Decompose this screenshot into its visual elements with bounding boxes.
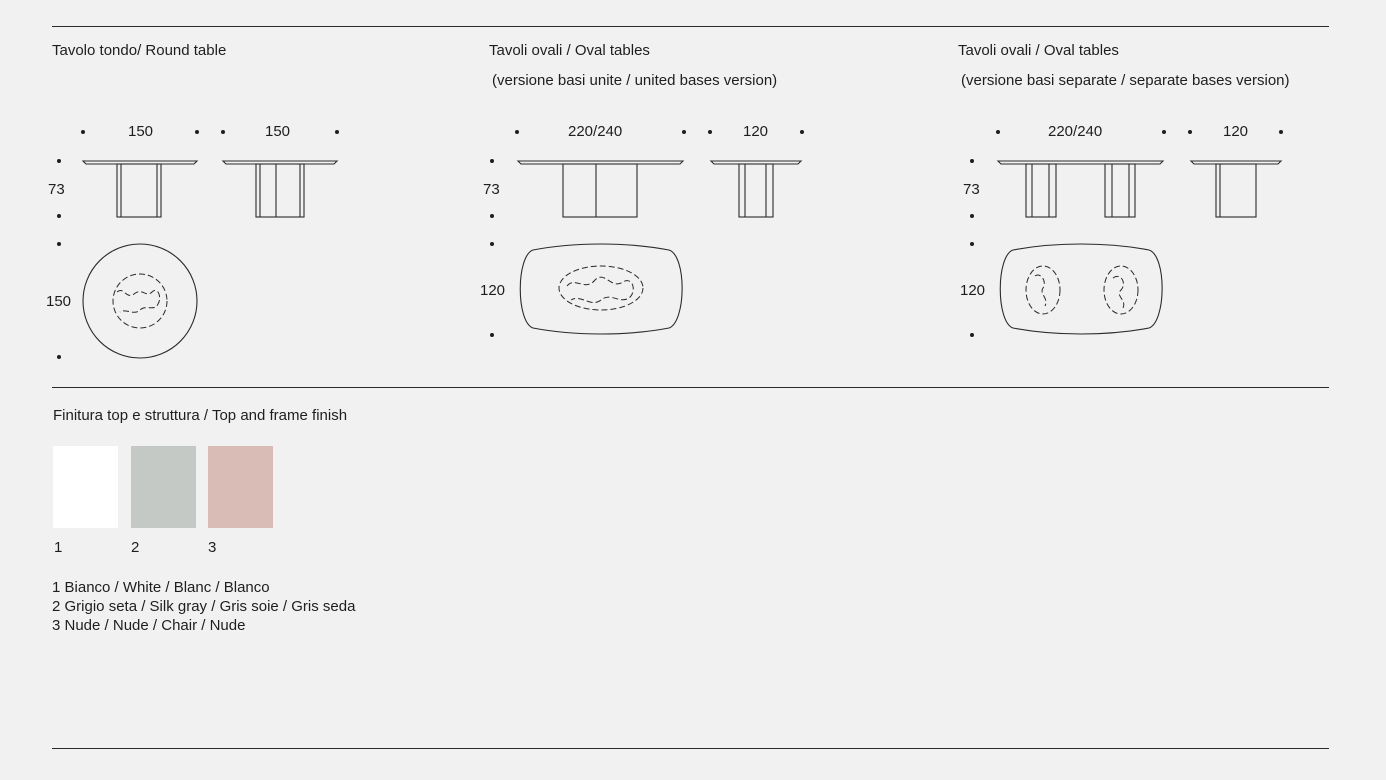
dim-dot (970, 333, 974, 337)
top-divider (52, 26, 1329, 27)
swatch-white (53, 446, 118, 528)
dim-dot (335, 130, 339, 134)
dim-dot (195, 130, 199, 134)
section-title: Tavolo tondo/ Round table (52, 42, 227, 59)
dim-dot (57, 355, 61, 359)
legend-line: 1 Bianco / White / Blanc / Blanco (52, 579, 270, 596)
dim-dot (1279, 130, 1283, 134)
dim-dot (57, 159, 61, 163)
section-title: Tavoli ovali / Oval tables (489, 42, 650, 59)
swatch-nude (208, 446, 273, 528)
height-dimension: 73 (483, 181, 500, 198)
dim-dot (708, 130, 712, 134)
oval-separate-plan-view (995, 242, 1167, 338)
swatch-number: 2 (131, 539, 140, 556)
round-table-plan-view (80, 240, 202, 362)
length-dimension: 220/240 (1048, 123, 1103, 140)
dim-dot (221, 130, 225, 134)
width-dimension: 120 (1223, 123, 1249, 140)
plan-dimension: 150 (46, 293, 72, 310)
dim-dot (970, 242, 974, 246)
plan-dimension: 120 (480, 282, 506, 299)
legend-line: 2 Grigio seta / Silk gray / Gris soie / Gris seda (52, 598, 356, 615)
round-table-front-elevation (80, 155, 200, 221)
dim-dot (490, 242, 494, 246)
height-dimension: 73 (963, 181, 980, 198)
oval-united-front-elevation (515, 155, 687, 221)
section-subtitle: (versione basi unite / united bases version) (492, 72, 778, 89)
legend-line: 3 Nude / Nude / Chair / Nude (52, 617, 246, 634)
length-dimension: 220/240 (568, 123, 623, 140)
dim-dot (1188, 130, 1192, 134)
round-table-side-elevation (220, 155, 340, 221)
dim-dot (1162, 130, 1166, 134)
middle-divider (52, 387, 1329, 388)
dim-dot (515, 130, 519, 134)
depth-dimension: 150 (265, 123, 291, 140)
dim-dot (57, 214, 61, 218)
oval-united-side-elevation (708, 155, 804, 221)
dim-dot (970, 214, 974, 218)
dim-dot (490, 214, 494, 218)
dim-dot (57, 242, 61, 246)
dim-dot (490, 159, 494, 163)
oval-separate-side-elevation (1188, 155, 1284, 221)
swatch-number: 3 (208, 539, 217, 556)
section-subtitle: (versione basi separate / separate bases version) (961, 72, 1290, 89)
dim-dot (490, 333, 494, 337)
dim-dot (800, 130, 804, 134)
swatch-number: 1 (54, 539, 63, 556)
plan-dimension: 120 (960, 282, 986, 299)
oval-united-plan-view (515, 242, 687, 338)
width-dimension: 120 (743, 123, 769, 140)
dim-dot (996, 130, 1000, 134)
finish-title: Finitura top e struttura / Top and frame finish (53, 407, 348, 424)
section-title: Tavoli ovali / Oval tables (958, 42, 1119, 59)
width-dimension: 150 (128, 123, 154, 140)
height-dimension: 73 (48, 181, 65, 198)
dim-dot (81, 130, 85, 134)
bottom-divider (52, 748, 1329, 749)
oval-separate-front-elevation (995, 155, 1167, 221)
dim-dot (682, 130, 686, 134)
swatch-silk-gray (131, 446, 196, 528)
dim-dot (970, 159, 974, 163)
